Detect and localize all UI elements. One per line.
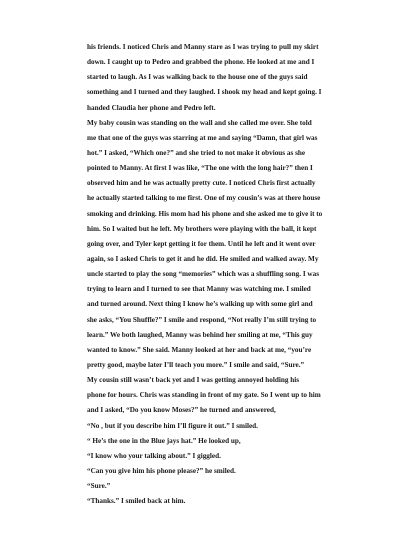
text-line: My baby cousin was standing on the wall and she called me over. She told — [87, 118, 312, 127]
text-line: something and I turned and they laughed. I shook my head and kept going. I — [87, 88, 322, 97]
text-line: “Thanks.” I smiled back at him. — [87, 497, 186, 506]
text-line: she asks, “You Shuffle?” I smile and respond, “Not really I’m still trying to — [87, 315, 317, 324]
text-line: pointed to Manny. At first I was like, “The one with the long hair?” then I — [87, 164, 313, 173]
text-line: going over, and Tyler kept getting it for them. Until he left and it went over — [87, 239, 316, 248]
text-line: learn.” We both laughed, Manny was behind her smiling at me, “This guy — [87, 330, 313, 339]
text-line: he actually started talking to me first. One of my cousin’s was at there house — [87, 194, 321, 203]
text-line: phone for hours. Chris was standing in front of my gate. So I went up to him — [87, 391, 321, 400]
text-line: “No , but if you describe him I’ll figure it out.” I smiled. — [87, 421, 258, 430]
text-line: smoking and drinking. His mom had his phone and she asked me to give it to — [87, 209, 323, 218]
text-line: “I know who your talking about.” I giggled. — [87, 451, 221, 460]
text-line: and turned around. Next thing I know he’s walking up with some girl and — [87, 300, 313, 309]
story-text — [87, 40, 377, 509]
text-line: handed Claudia her phone and Pedro left. — [87, 103, 216, 112]
text-line: and I asked, “Do you know Moses?” he turned and answered, — [87, 406, 276, 415]
text-line: trying to learn and I turned to see that Manny was watching me. I smiled — [87, 285, 311, 294]
text-line: him. So I waited but he left. My brothers were playing with the ball, it kept — [87, 224, 317, 233]
text-line: wanted to know.” She said. Manny looked at her and back at me, “you’re — [87, 345, 312, 354]
text-line: My cousin still wasn’t back yet and I was getting annoyed holding his — [87, 376, 300, 385]
text-line: uncle started to play the song “memories” which was a shuffling song. I was — [87, 270, 320, 279]
text-line: pretty good, maybe later I’ll teach you more.” I smile and said, “Sure.” — [87, 360, 305, 369]
text-line: again, so I asked Chris to get it and he did. He smiled and walked away. My — [87, 254, 319, 263]
text-line: his friends. I noticed Chris and Manny stare as I was trying to pull my skirt — [87, 43, 319, 51]
text-line: “Sure.” — [87, 482, 111, 491]
text-line: down. I caught up to Pedro and grabbed the phone. He looked at me and I — [87, 58, 315, 67]
text-line: started to laugh. As I was walking back to the house one of the guys said — [87, 73, 308, 82]
text-line: observed him and he was actually pretty cute. I noticed Chris first actually — [87, 179, 316, 188]
text-line: “Can you give him his phone please?” he smiled. — [87, 466, 236, 475]
text-line: hot.” I asked, “Which one?” and she tried to not make it obvious as she — [87, 148, 306, 157]
text-line: me that one of the guys was starring at me and saying “Damn, that girl was — [87, 133, 318, 142]
text-line: “ He’s the one in the Blue jays hat.” He looked up, — [87, 436, 241, 445]
